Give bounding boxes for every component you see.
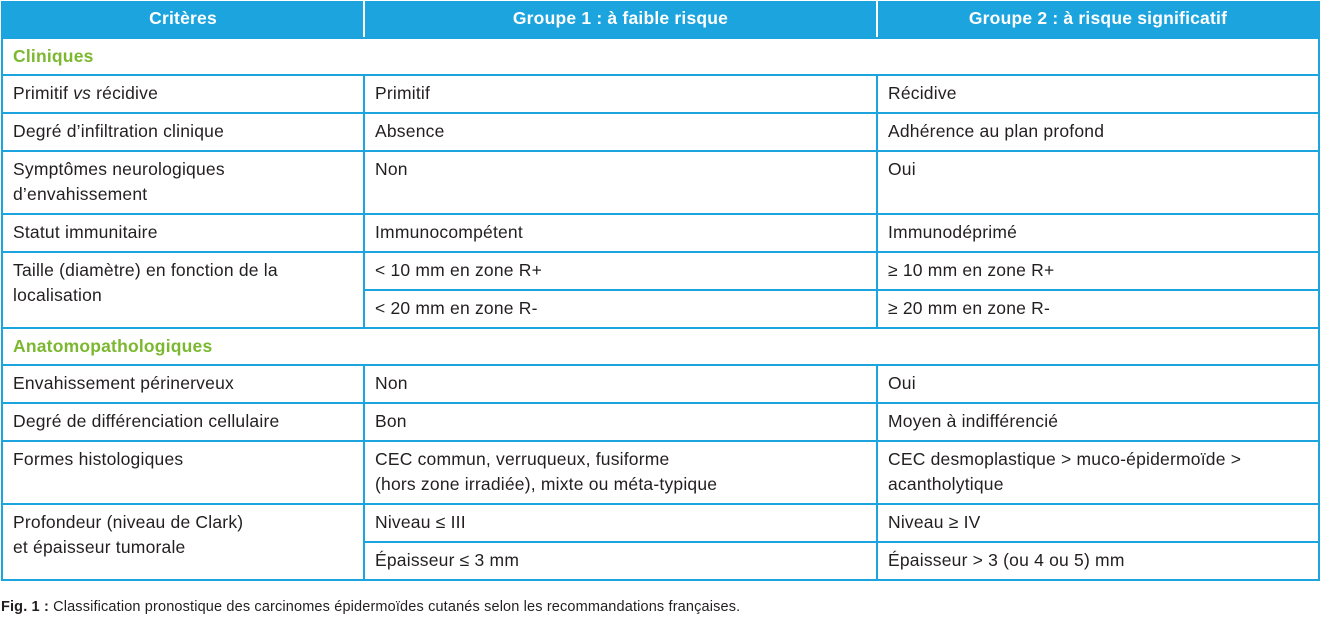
caption-label: Fig. 1 : [1,599,49,615]
table-row [2,113,1319,151]
group1-value: Absence [364,113,877,151]
table-row [2,151,1319,214]
table-row [2,504,1319,542]
group2-value: Épaisseur > 3 (ou 4 ou 5) mm [877,542,1319,580]
section-row-pathology [2,328,1319,365]
group2-value: Oui [877,365,1319,403]
criterion-histology: Formes histologiques [2,441,364,504]
criterion-immune-status: Statut immunitaire [2,214,364,252]
group1-value: Primitif [364,75,877,113]
table-row [2,75,1319,113]
group2-value: Moyen à indifférencié [877,403,1319,441]
caption-text: Classification pronostique des carcinomes épidermoïdes cutanés selon les recommandations françaises. [48,599,741,615]
group2-value: CEC desmoplastique > muco-épidermoïde > acantholytique [877,441,1319,504]
header-group2: Groupe 2 : à risque significatif [877,1,1319,38]
group2-value: Immunodéprimé [877,214,1319,252]
table-row [2,214,1319,252]
figure-caption [1,597,740,617]
criterion-infiltration: Degré d’infiltration clinique [2,113,364,151]
group1-value: Non [364,151,877,214]
classification-table-container [1,1,1318,581]
criterion-primitive-vs-recidive: Primitif vs récidive [2,75,364,113]
group2-value: Oui [877,151,1319,214]
criterion-neuro-symptoms: Symptômes neurologiques d’envahissement [2,151,364,214]
criterion-perineural: Envahissement périnerveux [2,365,364,403]
group2-value: ≥ 20 mm en zone R- [877,290,1319,328]
group2-value: Récidive [877,75,1319,113]
group1-value: Immunocompétent [364,214,877,252]
criterion-size: Taille (diamètre) en fonction de la localisation [2,252,364,328]
criterion-depth: Profondeur (niveau de Clark) et épaisseur tumorale [2,504,364,580]
group1-value: Épaisseur ≤ 3 mm [364,542,877,580]
table-row [2,441,1319,504]
group1-value: Niveau ≤ III [364,504,877,542]
criterion-differentiation: Degré de différenciation cellulaire [2,403,364,441]
group1-value: Bon [364,403,877,441]
section-title-pathology: Anatomopathologiques [2,328,1319,365]
table-row [2,403,1319,441]
group2-value: ≥ 10 mm en zone R+ [877,252,1319,290]
group2-value: Niveau ≥ IV [877,504,1319,542]
group1-value: < 20 mm en zone R- [364,290,877,328]
group2-value: Adhérence au plan profond [877,113,1319,151]
header-group1: Groupe 1 : à faible risque [364,1,877,38]
header-criteria: Critères [2,1,364,38]
group1-value: Non [364,365,877,403]
classification-table [1,1,1320,581]
group1-value: < 10 mm en zone R+ [364,252,877,290]
section-title-clinical: Cliniques [2,38,1319,75]
section-row-clinical [2,38,1319,75]
table-header-row [2,1,1319,38]
table-row [2,252,1319,290]
table-row [2,365,1319,403]
group1-value: CEC commun, verruqueux, fusiforme (hors zone irradiée), mixte ou méta-typique [364,441,877,504]
